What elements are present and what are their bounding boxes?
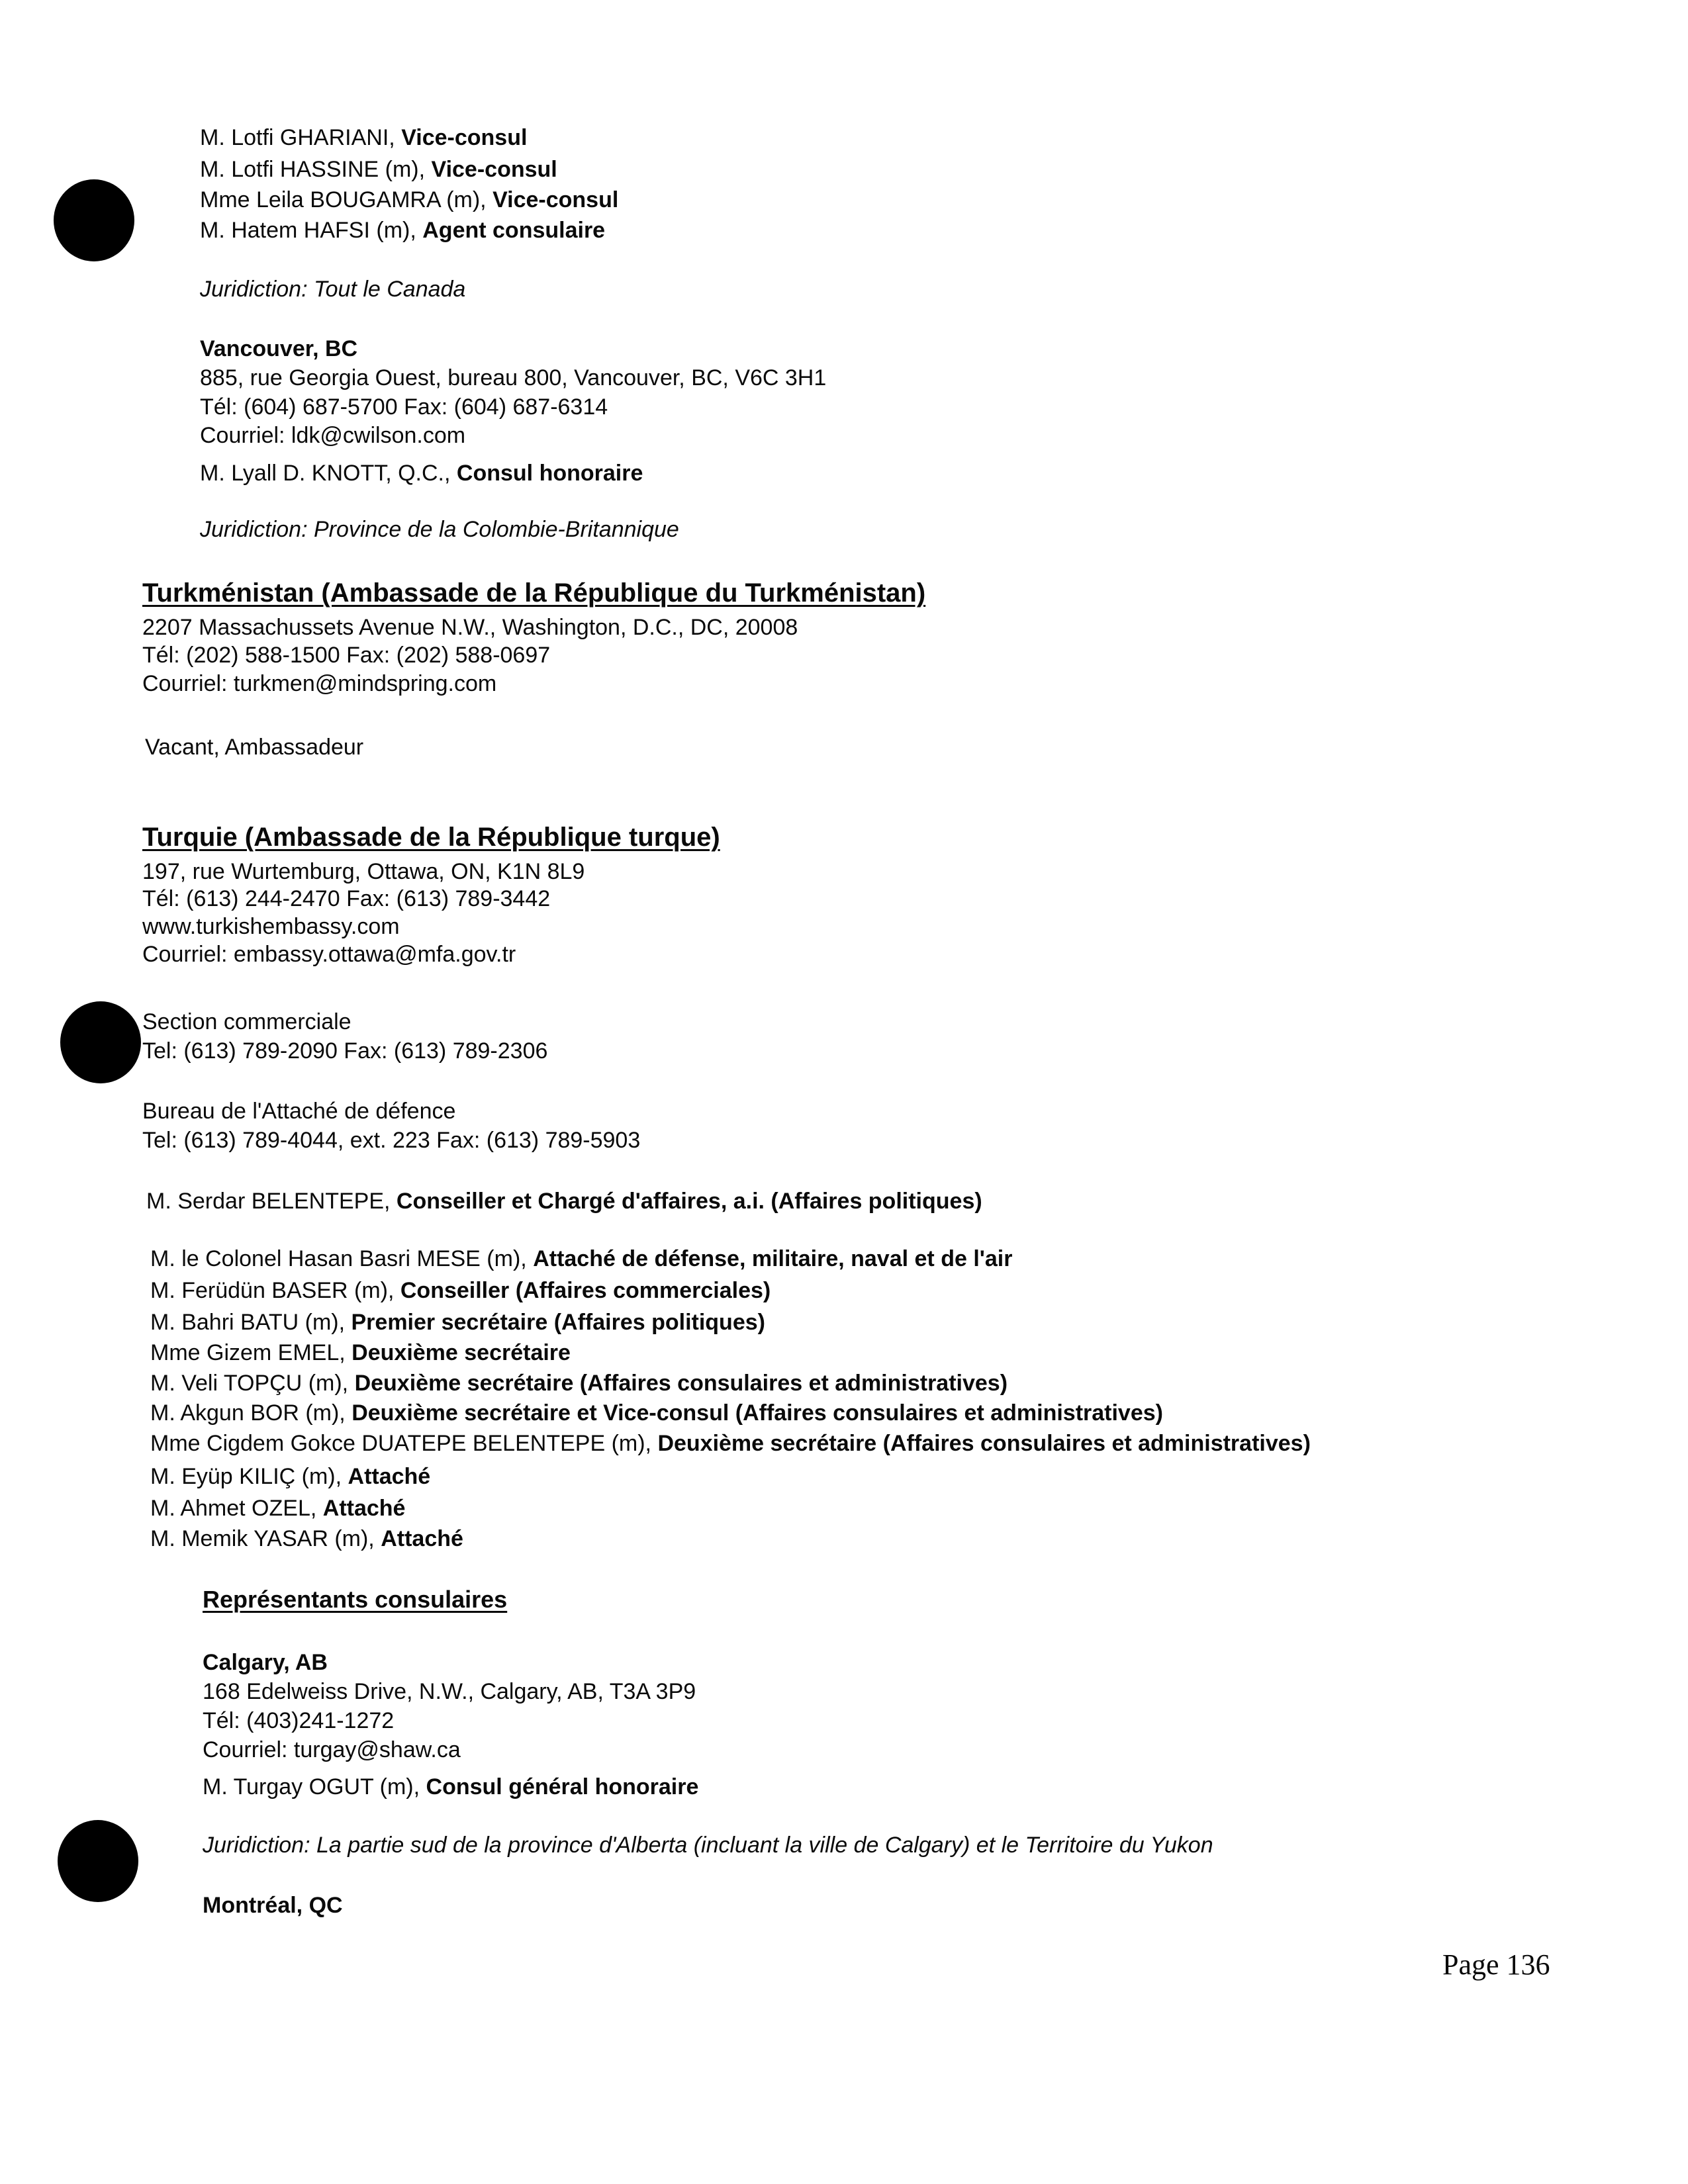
official-name: M. Serdar BELENTEPE, [146, 1189, 391, 1214]
official-title: Deuxième secrétaire [352, 1340, 571, 1365]
official-name: M. Bahri BATU (m), [150, 1310, 346, 1335]
official-line [200, 156, 557, 183]
official-title: Attaché [322, 1496, 406, 1521]
jurisdiction: Juridiction: Province de la Colombie-Britannique [200, 517, 679, 542]
embassy-email: Courriel: embassy.ottawa@mfa.gov.tr [142, 942, 516, 967]
embassy-address: 2207 Massachussets Avenue N.W., Washington, D.C., DC, 20008 [142, 615, 798, 640]
official-line [200, 124, 527, 151]
staff-line [150, 1400, 1163, 1426]
staff-line [150, 1430, 1311, 1457]
official-title: Vice-consul [401, 125, 528, 150]
commercial-section-label: Section commerciale [142, 1009, 352, 1034]
official-title: Deuxième secrétaire (Affaires consulaires et administratives) [354, 1371, 1008, 1396]
official-title: Conseiller (Affaires commerciales) [400, 1278, 771, 1303]
staff-line [150, 1525, 463, 1552]
official-name: M. Turgay OGUT (m), [203, 1774, 420, 1799]
consular-address: 885, rue Georgia Ouest, bureau 800, Vancouver, BC, V6C 3H1 [200, 365, 827, 390]
official-name: M. Akgun BOR (m), [150, 1400, 346, 1426]
official-name: Mme Gizem EMEL, [150, 1340, 346, 1365]
embassy-address: 197, rue Wurtemburg, Ottawa, ON, K1N 8L9 [142, 859, 585, 884]
official-name: M. Hatem HAFSI (m), [200, 218, 416, 243]
official-title: Agent consulaire [422, 218, 606, 243]
staff-line [150, 1495, 405, 1522]
consular-city: Vancouver, BC [200, 336, 358, 361]
official-line [200, 217, 605, 244]
defence-office-label: Bureau de l'Attaché de défence [142, 1099, 456, 1124]
official-name: M. Memik YASAR (m), [150, 1526, 375, 1551]
official-line [203, 1774, 698, 1800]
jurisdiction: Juridiction: Tout le Canada [200, 277, 466, 302]
official-line [200, 187, 618, 213]
consular-heading: Représentants consulaires [203, 1586, 508, 1613]
official-title: Attaché de défense, militaire, naval et de l'air [533, 1246, 1013, 1271]
embassy-website: www.turkishembassy.com [142, 914, 400, 939]
official-name: M. Ferüdün BASER (m), [150, 1278, 395, 1303]
consular-phone: Tél: (403)241-1272 [203, 1708, 395, 1733]
official-title: Deuxième secrétaire (Affaires consulaires et administratives) [657, 1431, 1311, 1456]
consular-email: Courriel: ldk@cwilson.com [200, 423, 466, 448]
official-name: M. Eyüp KILIÇ (m), [150, 1464, 342, 1489]
embassy-phone: Tél: (202) 588-1500 Fax: (202) 588-0697 [142, 643, 551, 668]
official-line [200, 460, 643, 486]
official-title: Deuxième secrétaire et Vice-consul (Affaires consulaires et administratives) [352, 1400, 1163, 1426]
embassy-email: Courriel: turkmen@mindspring.com [142, 671, 497, 696]
official-name: M. Ahmet OZEL, [150, 1496, 317, 1521]
embassy-phone: Tél: (613) 244-2470 Fax: (613) 789-3442 [142, 886, 551, 911]
official-name: M. le Colonel Hasan Basri MESE (m), [150, 1246, 527, 1271]
consular-email: Courriel: turgay@shaw.ca [203, 1737, 461, 1762]
jurisdiction: Juridiction: La partie sud de la province d'Alberta (incluant la ville de Calgary) et le Territoire du Yukon [203, 1833, 1213, 1858]
staff-line [150, 1277, 771, 1304]
punch-hole-top [54, 179, 134, 261]
official-name: M. Lyall D. KNOTT, Q.C., [200, 461, 451, 486]
official-name: Mme Cigdem Gokce DUATEPE BELENTEPE (m), [150, 1431, 651, 1456]
official-title: Consul honoraire [456, 461, 643, 486]
commercial-section-phone: Tel: (613) 789-2090 Fax: (613) 789-2306 [142, 1038, 548, 1064]
consular-city: Calgary, AB [203, 1650, 328, 1675]
consular-city: Montréal, QC [203, 1893, 343, 1918]
official-title: Premier secrétaire (Affaires politiques) [351, 1310, 765, 1335]
official-name: Mme Leila BOUGAMRA (m), [200, 187, 487, 212]
official-title: Attaché [348, 1464, 431, 1489]
ambassador-line: Vacant, Ambassadeur [145, 735, 364, 760]
charge-line [146, 1188, 982, 1214]
staff-line [150, 1246, 1012, 1272]
punch-hole-middle [60, 1001, 141, 1083]
page-number: Page 136 [1442, 1948, 1550, 1981]
staff-line [150, 1340, 571, 1366]
official-title: Vice-consul [492, 187, 619, 212]
defence-office-phone: Tel: (613) 789-4044, ext. 223 Fax: (613) 789-5903 [142, 1128, 641, 1153]
country-heading: Turquie (Ambassade de la République turque) [142, 823, 720, 852]
country-heading: Turkménistan (Ambassade de la République du Turkménistan) [142, 578, 926, 608]
official-title: Conseiller et Chargé d'affaires, a.i. (Affaires politiques) [396, 1189, 982, 1214]
staff-line [150, 1309, 765, 1336]
staff-line [150, 1370, 1008, 1396]
official-title: Attaché [381, 1526, 463, 1551]
official-name: M. Veli TOPÇU (m), [150, 1371, 349, 1396]
official-name: M. Lotfi HASSINE (m), [200, 157, 426, 182]
staff-line [150, 1463, 430, 1490]
consular-phone: Tél: (604) 687-5700 Fax: (604) 687-6314 [200, 394, 608, 420]
consular-address: 168 Edelweiss Drive, N.W., Calgary, AB, T3A 3P9 [203, 1679, 696, 1704]
official-title: Consul général honoraire [426, 1774, 699, 1799]
punch-hole-bottom [58, 1820, 138, 1902]
official-name: M. Lotfi GHARIANI, [200, 125, 395, 150]
official-title: Vice-consul [431, 157, 557, 182]
